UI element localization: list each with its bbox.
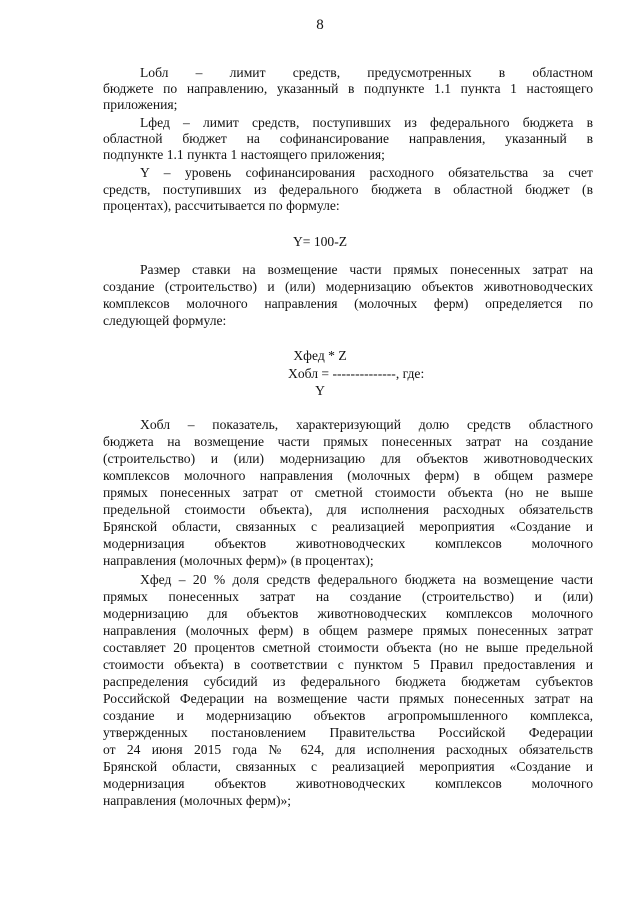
text-line: создание и модернизацию объектов агропромышленного комплекса, — [103, 708, 593, 723]
text-line: направления (молочных ферм)»; — [103, 793, 292, 808]
text-line: стоимости объекта) в соответствии с пунктом 5 Правил предоставления и — [103, 657, 593, 672]
text-line: бюджета на возмещение части прямых понесенных затрат на создание — [103, 434, 593, 449]
text-line: направления (молочных ферм) в общем размере прямых понесенных затрат — [103, 623, 593, 638]
text-line: процентах), рассчитывается по формуле: — [103, 198, 340, 213]
text-line: прямых понесенных затрат от сметной стоимости объекта (но не выше — [103, 485, 593, 500]
text-line: Lобл – лимит средств, предусмотренных в областном — [140, 65, 593, 80]
text-line: модернизацию для объектов животноводческих комплексов молочного — [103, 606, 593, 621]
text-line: прямых понесенных затрат на создание (строительство) и (или) — [103, 589, 593, 604]
text-line: создание (строительство) и (или) модернизацию объектов животноводческих — [103, 279, 593, 294]
page-number: 8 — [316, 17, 324, 33]
text-line: следующей формуле: — [103, 313, 227, 328]
formula-numerator: Xфед * Z — [293, 348, 347, 363]
text-line: средств, поступивших из федерального бюджета в областной бюджет (в — [103, 182, 593, 197]
text-line: Xобл – показатель, характеризующий долю средств областного — [140, 417, 593, 432]
formula-fraction: Xобл = --------------, где: — [288, 366, 425, 381]
text-line: областной бюджет на софинансирование направления, указанный в — [103, 131, 593, 146]
text-line: распределения субсидий из федерального бюджета бюджетам субъектов — [103, 674, 593, 689]
text-line: Брянской области, связанных с реализацией мероприятия «Создание и — [103, 519, 593, 534]
text-line: Xфед – 20 % доля средств федерального бюджета на возмещение части — [140, 572, 593, 587]
text-line: Российской Федерации на возмещение части прямых понесенных затрат на — [103, 691, 593, 706]
text-line: бюджете по направлению, указанный в подпункте 1.1 пункта 1 настоящего — [103, 81, 593, 96]
text-line: направления (молочных ферм)» (в процентах); — [103, 553, 374, 568]
text-line: Y – уровень софинансирования расходного обязательства за счет — [140, 165, 593, 180]
text-line: предельной стоимости объекта), для исполнения расходных обязательств — [103, 502, 593, 517]
text-line: (строительство) и (или) модернизацию для объектов животноводческих — [103, 451, 593, 466]
text-line: подпункте 1.1 пункта 1 настоящего приложения; — [103, 147, 385, 162]
formula-y: Y= 100-Z — [292, 234, 348, 249]
text-line: от 24 июня 2015 года № 624, для исполнения расходных обязательств — [103, 742, 593, 757]
text-line: Брянской области, связанных с реализацией мероприятия «Создание и — [103, 759, 593, 774]
text-line: приложения; — [103, 97, 178, 112]
text-line: Размер ставки на возмещение части прямых понесенных затрат на — [140, 262, 593, 277]
text-line: модернизация объектов животноводческих комплексов молочного — [103, 776, 593, 791]
text-line: комплексов молочного направления (молочных ферм) в общем размере — [103, 468, 593, 483]
text-line: комплексов молочного направления (молочных ферм) определяется по — [103, 296, 593, 311]
text-line: составляет 20 процентов сметной стоимости объекта (но не выше предельной — [103, 640, 593, 655]
text-line: утвержденных постановлением Правительства Российской Федерации — [103, 725, 593, 740]
text-line: модернизация объектов животноводческих комплексов молочного — [103, 536, 593, 551]
formula-denominator: Y — [315, 383, 325, 398]
text-line: Lфед – лимит средств, поступивших из федерального бюджета в — [140, 115, 593, 130]
